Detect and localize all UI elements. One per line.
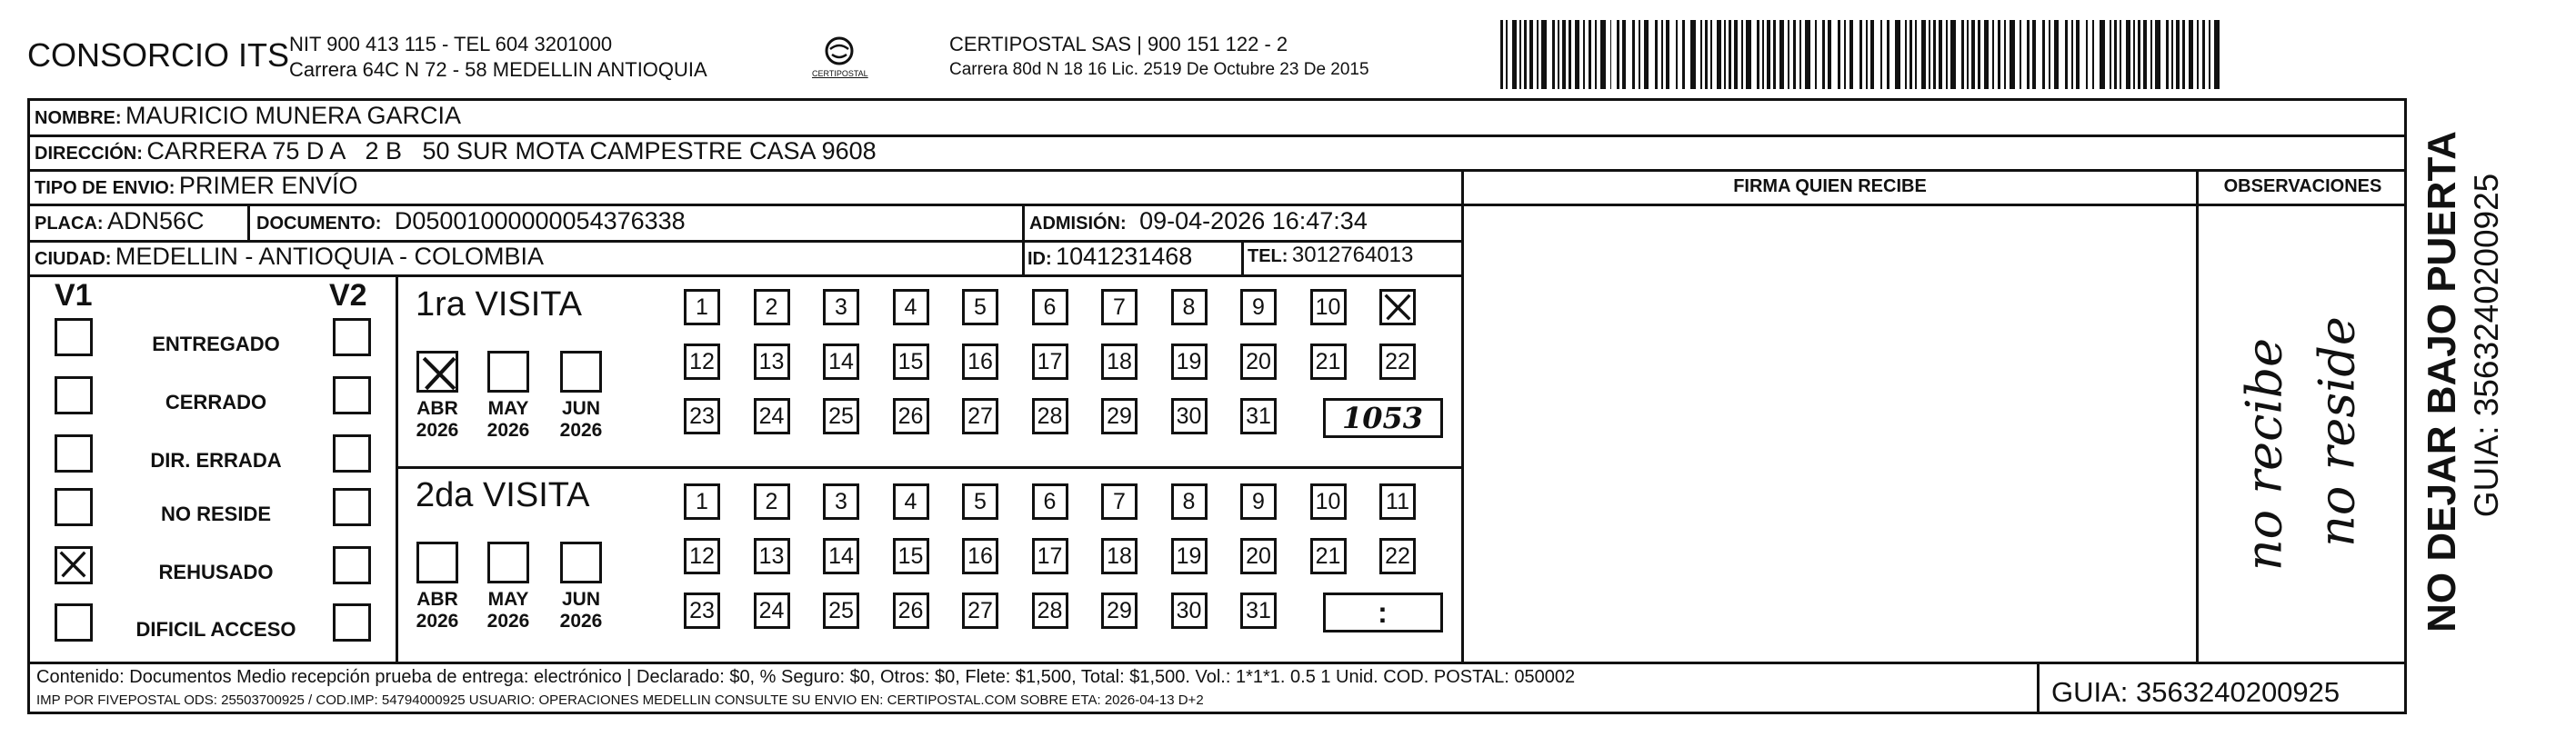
- barcode-bar: [2071, 20, 2073, 89]
- barcode-bar: [2126, 20, 2130, 89]
- second-day-box[interactable]: 20: [1240, 538, 1277, 574]
- barcode-bar: [1946, 20, 1948, 89]
- status-label: NO RESIDE: [160, 503, 272, 525]
- barcode-bar: [2182, 20, 2185, 89]
- barcode-bar: [2166, 20, 2169, 89]
- second-day-box[interactable]: 16: [962, 538, 998, 574]
- barcode-bar: [1666, 20, 1669, 89]
- first-day-box[interactable]: 8: [1171, 289, 1208, 325]
- certipostal-name: CERTIPOSTAL SAS | 900 151 122 - 2: [949, 33, 1288, 55]
- barcode-bar: [2197, 20, 2199, 89]
- v2-checkbox[interactable]: [333, 546, 371, 584]
- barcode-bar: [1512, 20, 1517, 89]
- status-label: ENTREGADO: [152, 333, 280, 355]
- ciudad-label: CIUDAD:: [35, 249, 112, 269]
- barcode-bar: [1799, 20, 1801, 89]
- first-day-box[interactable]: 19: [1171, 344, 1208, 380]
- barcode-bar: [1992, 20, 1994, 89]
- barcode-bar: [2086, 20, 2088, 89]
- second-day-box[interactable]: 30: [1171, 593, 1208, 629]
- second-day-box[interactable]: 2: [754, 483, 790, 520]
- barcode-bar: [2042, 20, 2045, 89]
- id-value: 1041231468: [1056, 243, 1193, 270]
- month-name: MAY: [487, 398, 529, 419]
- second-day-box[interactable]: 15: [893, 538, 929, 574]
- barcode-bar: [1880, 20, 1882, 89]
- second-day-box[interactable]: 24: [754, 593, 790, 629]
- v2-checkbox[interactable]: [333, 434, 371, 473]
- second-day-box[interactable]: 4: [893, 483, 929, 520]
- barcode-bar: [1933, 20, 1936, 89]
- barcode-bar: [1939, 20, 1942, 89]
- company-name: CONSORCIO ITS: [27, 36, 290, 74]
- barcode-bar: [2189, 20, 2193, 89]
- barcode-bar: [1838, 20, 1840, 89]
- first-month-label: [476, 398, 540, 442]
- v2-checkbox[interactable]: [333, 603, 371, 642]
- v1-checkbox[interactable]: [55, 376, 93, 414]
- month-name: MAY: [487, 589, 529, 610]
- placa-value: ADN56C: [107, 207, 205, 234]
- barcode-bar: [1639, 20, 1640, 89]
- barcode-bar: [1805, 20, 1810, 89]
- v2-checkbox[interactable]: [333, 318, 371, 356]
- certipostal-logo: [812, 33, 867, 84]
- barcode-bar: [1793, 20, 1796, 89]
- logo-caption: CERTIPOSTAL: [812, 69, 868, 78]
- status-label: DIR. ERRADA: [150, 449, 282, 472]
- side-guia: GUIA: 3563240200925: [2468, 173, 2505, 518]
- second-day-box[interactable]: 13: [754, 538, 790, 574]
- barcode-bar: [2032, 20, 2036, 89]
- company-nit: NIT 900 413 115 - TEL 604 3201000: [289, 33, 613, 55]
- first-month-checkbox[interactable]: [487, 351, 529, 393]
- first-day-box[interactable]: 6: [1032, 289, 1068, 325]
- barcode-bar: [1887, 20, 1889, 89]
- admision-label: ADMISIÓN:: [1029, 214, 1127, 234]
- second-day-box[interactable]: 19: [1171, 538, 1208, 574]
- tel-label: TEL:: [1248, 246, 1288, 266]
- barcode-bar: [1690, 20, 1696, 89]
- month-year: 2026: [486, 420, 530, 441]
- second-day-box[interactable]: 29: [1101, 593, 1138, 629]
- first-day-box[interactable]: 28: [1032, 398, 1068, 434]
- barcode-bar: [2010, 20, 2015, 89]
- first-day-box[interactable]: 15: [893, 344, 929, 380]
- barcode-bar: [1929, 20, 1930, 89]
- side-warning: NO DEJAR BAJO PUERTA: [2420, 131, 2464, 632]
- first-day-box[interactable]: 22: [1379, 344, 1416, 380]
- month-year: 2026: [559, 420, 603, 441]
- barcode-bar: [2209, 20, 2210, 89]
- barcode-bar: [1705, 20, 1708, 89]
- first-day-box[interactable]: 26: [893, 398, 929, 434]
- barcode-bar: [1978, 20, 1980, 89]
- second-day-box[interactable]: 12: [684, 538, 720, 574]
- barcode-bar: [1762, 20, 1764, 89]
- first-visit-title: 1ra VISITA: [416, 285, 583, 324]
- first-month-label: [549, 398, 613, 442]
- barcode-bar: [2100, 20, 2105, 89]
- observaciones-header: OBSERVACIONES: [2223, 176, 2382, 196]
- v1-checkbox[interactable]: [55, 318, 93, 356]
- second-month-checkbox[interactable]: [487, 542, 529, 583]
- second-time-box[interactable]: :: [1323, 593, 1443, 632]
- month-year: 2026: [416, 611, 459, 632]
- first-day-box[interactable]: 18: [1101, 344, 1138, 380]
- barcode-bar: [1537, 20, 1539, 89]
- direccion-value: CARRERA 75 D A 2 B 50 SUR MOTA CAMPESTRE CASA 9608: [146, 137, 877, 164]
- barcode-bar: [2049, 20, 2050, 89]
- second-month-checkbox[interactable]: [416, 542, 458, 583]
- barcode-bar: [2065, 20, 2068, 89]
- barcode-bar: [1984, 20, 1989, 89]
- barcode-bar: [1632, 20, 1635, 89]
- second-month-label: [476, 589, 540, 632]
- first-day-box[interactable]: 17: [1032, 344, 1068, 380]
- footer-imp: IMP POR FIVEPOSTAL ODS: 25503700925 / COD.IMP: 54794000925 USUARIO: OPERACIONES MEDELLIN CONSULTE SU ENVIO EN: CERTIPOSTAL.COM SOBRE ETA: 2026-04-13 D+2: [36, 692, 1204, 708]
- v1-header: V1: [55, 278, 93, 313]
- first-day-box[interactable]: 10: [1310, 289, 1347, 325]
- barcode: [1500, 20, 2224, 89]
- second-day-box[interactable]: 14: [823, 538, 859, 574]
- month-name: JUN: [561, 398, 600, 419]
- barcode-bar: [1724, 20, 1726, 89]
- month-name: ABR: [416, 398, 458, 419]
- barcode-bar: [1734, 20, 1738, 89]
- observaciones-note-2: no reside: [2308, 316, 2366, 547]
- documento-value: D05001000000054376338: [394, 207, 686, 234]
- barcode-bar: [2054, 20, 2059, 89]
- barcode-bar: [1717, 20, 1721, 89]
- barcode-bar: [1961, 20, 1964, 89]
- second-day-box[interactable]: 22: [1379, 538, 1416, 574]
- second-visit-title: 2da VISITA: [416, 476, 590, 514]
- barcode-bar: [1866, 20, 1868, 89]
- month-name: JUN: [561, 589, 600, 610]
- first-day-box[interactable]: 13: [754, 344, 790, 380]
- barcode-bar: [1541, 20, 1547, 89]
- barcode-bar: [2076, 20, 2080, 89]
- second-day-box[interactable]: 7: [1101, 483, 1138, 520]
- placa-label: PLACA:: [35, 214, 104, 234]
- v1-checkbox[interactable]: [55, 546, 93, 584]
- first-day-box[interactable]: 3: [823, 289, 859, 325]
- barcode-bar: [1524, 20, 1527, 89]
- barcode-bar: [1971, 20, 1975, 89]
- second-day-box[interactable]: 28: [1032, 593, 1068, 629]
- barcode-bar: [1921, 20, 1926, 89]
- admision-value: 09-04-2026 16:47:34: [1139, 207, 1368, 234]
- barcode-bar: [1552, 20, 1555, 89]
- second-month-label: [549, 589, 613, 632]
- first-day-box[interactable]: 29: [1101, 398, 1138, 434]
- status-label: DIFICIL ACCESO: [135, 618, 296, 641]
- barcode-bar: [1729, 20, 1731, 89]
- month-year: 2026: [559, 611, 603, 632]
- first-day-box[interactable]: [1379, 289, 1416, 325]
- v2-checkbox[interactable]: [333, 488, 371, 526]
- barcode-bar: [2110, 20, 2111, 89]
- second-day-box[interactable]: 25: [823, 593, 859, 629]
- second-day-box[interactable]: 21: [1310, 538, 1347, 574]
- barcode-bar: [1909, 20, 1912, 89]
- second-day-box[interactable]: 18: [1101, 538, 1138, 574]
- second-day-box[interactable]: 5: [962, 483, 998, 520]
- firma-header: FIRMA QUIEN RECIBE: [1733, 176, 1927, 196]
- company-address: Carrera 64C N 72 - 58 MEDELLIN ANTIOQUIA: [289, 58, 707, 81]
- barcode-bar: [1622, 20, 1626, 89]
- barcode-bar: [1600, 20, 1606, 89]
- first-day-box[interactable]: 30: [1171, 398, 1208, 434]
- tipo-envio-label: TIPO DE ENVIO:: [35, 178, 175, 198]
- first-day-box[interactable]: 16: [962, 344, 998, 380]
- second-day-box[interactable]: 9: [1240, 483, 1277, 520]
- barcode-bar: [1529, 20, 1533, 89]
- month-year: 2026: [416, 420, 459, 441]
- nombre-value: MAURICIO MUNERA GARCIA: [125, 102, 462, 129]
- barcode-bar: [1617, 20, 1619, 89]
- first-day-box[interactable]: 2: [754, 289, 790, 325]
- first-day-box[interactable]: 7: [1101, 289, 1138, 325]
- footer-contenido: Contenido: Documentos Medio recepción prueba de entrega: electrónico | Declarado: $0, % Seguro: $0, Otros: $0, Flete: $1,500, Total: $1,500. Vol.: 1*1*1. 0.5 1 Unid. COD. POSTAL: 050002: [36, 667, 1576, 687]
- barcode-bar: [1558, 20, 1559, 89]
- first-day-box[interactable]: 23: [684, 398, 720, 434]
- v1-checkbox[interactable]: [55, 434, 93, 473]
- barcode-bar: [2114, 20, 2117, 89]
- barcode-bar: [1741, 20, 1743, 89]
- first-day-box[interactable]: 21: [1310, 344, 1347, 380]
- barcode-bar: [2027, 20, 2030, 89]
- v2-checkbox[interactable]: [333, 376, 371, 414]
- id-label: ID:: [1027, 249, 1052, 269]
- barcode-bar: [1676, 20, 1678, 89]
- barcode-bar: [1562, 20, 1566, 89]
- first-day-box[interactable]: 9: [1240, 289, 1277, 325]
- first-day-box[interactable]: 27: [962, 398, 998, 434]
- barcode-bar: [1773, 20, 1776, 89]
- barcode-bar: [1655, 20, 1658, 89]
- barcode-bar: [1915, 20, 1917, 89]
- barcode-bar: [2171, 20, 2173, 89]
- first-month-checkbox[interactable]: [560, 351, 602, 393]
- v1-checkbox[interactable]: [55, 488, 93, 526]
- barcode-bar: [2092, 20, 2095, 89]
- barcode-bar: [1700, 20, 1702, 89]
- barcode-bar: [2143, 20, 2147, 89]
- first-month-checkbox[interactable]: [416, 351, 458, 393]
- v1-checkbox[interactable]: [55, 603, 93, 642]
- second-day-box[interactable]: 1: [684, 483, 720, 520]
- second-day-box[interactable]: 23: [684, 593, 720, 629]
- barcode-bar: [1746, 20, 1751, 89]
- barcode-bar: [2202, 20, 2205, 89]
- first-day-box[interactable]: 14: [823, 344, 859, 380]
- barcode-bar: [1828, 20, 1831, 89]
- second-day-box[interactable]: 8: [1171, 483, 1208, 520]
- barcode-bar: [1610, 20, 1612, 89]
- barcode-bar: [1788, 20, 1789, 89]
- first-day-box[interactable]: 1: [684, 289, 720, 325]
- barcode-bar: [1589, 20, 1591, 89]
- barcode-bar: [1967, 20, 1969, 89]
- documento-label: DOCUMENTO:: [256, 214, 382, 234]
- second-month-label: [406, 589, 469, 632]
- second-day-box[interactable]: 17: [1032, 538, 1068, 574]
- barcode-bar: [1710, 20, 1712, 89]
- first-day-box[interactable]: 25: [823, 398, 859, 434]
- footer-guia: GUIA: 3563240200925: [2051, 676, 2340, 708]
- month-name: ABR: [416, 589, 458, 610]
- barcode-bar: [2133, 20, 2135, 89]
- second-day-box[interactable]: 31: [1240, 593, 1277, 629]
- second-day-box[interactable]: 10: [1310, 483, 1347, 520]
- barcode-bar: [1575, 20, 1579, 89]
- barcode-bar: [1905, 20, 1907, 89]
- barcode-bar: [1682, 20, 1685, 89]
- barcode-bar: [1500, 20, 1503, 89]
- barcode-bar: [1844, 20, 1846, 89]
- first-month-label: [406, 398, 469, 442]
- nombre-label: NOMBRE:: [35, 108, 122, 128]
- barcode-bar: [1595, 20, 1597, 89]
- second-day-box[interactable]: 26: [893, 593, 929, 629]
- v2-header: V2: [329, 278, 367, 313]
- barcode-bar: [1757, 20, 1759, 89]
- barcode-bar: [1506, 20, 1508, 89]
- barcode-bar: [1519, 20, 1521, 89]
- certipostal-address: Carrera 80d N 18 16 Lic. 2519 De Octubre 23 De 2015: [949, 60, 1369, 79]
- second-day-box[interactable]: 6: [1032, 483, 1068, 520]
- first-day-box[interactable]: 31: [1240, 398, 1277, 434]
- barcode-bar: [2020, 20, 2021, 89]
- first-day-box[interactable]: 24: [754, 398, 790, 434]
- barcode-bar: [2155, 20, 2160, 89]
- first-day-box[interactable]: 5: [962, 289, 998, 325]
- barcode-bar: [1895, 20, 1900, 89]
- first-day-box[interactable]: 4: [893, 289, 929, 325]
- barcode-bar: [1950, 20, 1956, 89]
- barcode-bar: [1998, 20, 2000, 89]
- barcode-bar: [1583, 20, 1585, 89]
- observaciones-note-1: no recibe: [2235, 337, 2293, 572]
- status-label: REHUSADO: [158, 561, 274, 583]
- first-time-box[interactable]: 1053: [1323, 398, 1443, 438]
- ciudad-value: MEDELLIN - ANTIOQUIA - COLOMBIA: [115, 243, 544, 270]
- barcode-bar: [1661, 20, 1663, 89]
- first-day-box[interactable]: 20: [1240, 344, 1277, 380]
- tel-value: 3012764013: [1291, 243, 1414, 267]
- month-year: 2026: [486, 611, 530, 632]
- first-day-box[interactable]: 12: [684, 344, 720, 380]
- barcode-bar: [2004, 20, 2006, 89]
- tipo-envio-value: PRIMER ENVÍO: [178, 172, 358, 199]
- barcode-bar: [1859, 20, 1862, 89]
- direccion-label: DIRECCIÓN:: [35, 144, 143, 164]
- barcode-bar: [1767, 20, 1770, 89]
- barcode-bar: [2176, 20, 2180, 89]
- barcode-bar: [2214, 20, 2220, 89]
- barcode-bar: [1849, 20, 1854, 89]
- status-label: CERRADO: [165, 391, 267, 413]
- barcode-bar: [1779, 20, 1784, 89]
- barcode-bar: [1569, 20, 1571, 89]
- second-day-box[interactable]: 11: [1379, 483, 1416, 520]
- barcode-bar: [1870, 20, 1874, 89]
- barcode-bar: [1822, 20, 1825, 89]
- barcode-bar: [2120, 20, 2121, 89]
- barcode-bar: [1815, 20, 1817, 89]
- barcode-bar: [1644, 20, 1649, 89]
- barcode-bar: [2138, 20, 2140, 89]
- second-day-box[interactable]: 27: [962, 593, 998, 629]
- second-day-box[interactable]: 3: [823, 483, 859, 520]
- barcode-bar: [2150, 20, 2152, 89]
- second-month-checkbox[interactable]: [560, 542, 602, 583]
